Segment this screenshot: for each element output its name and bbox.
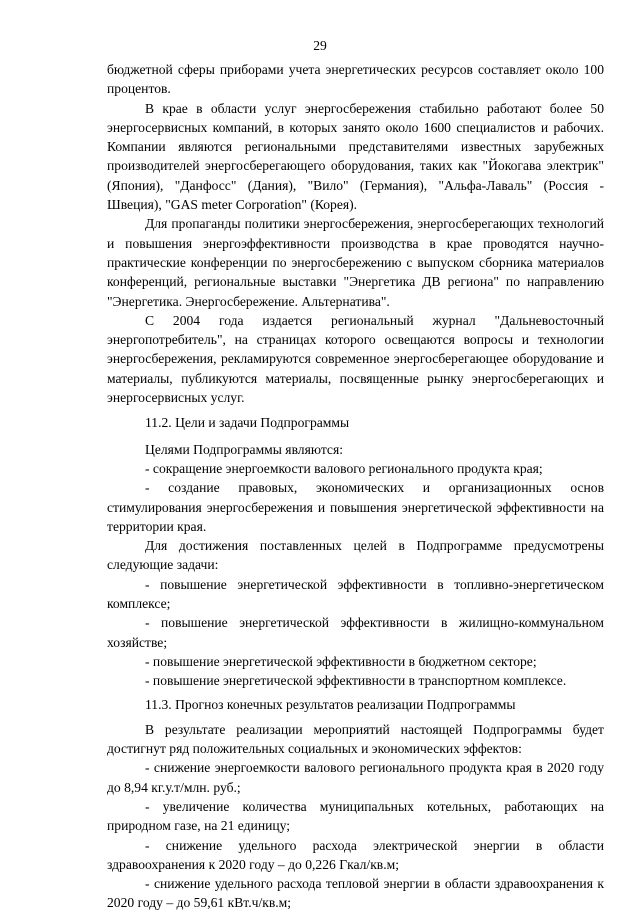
section-heading: 11.2. Цели и задачи Подпрограммы — [145, 415, 350, 431]
effects-intro: В результате реализации мероприятий настоящей Подпрограммы будет достигнут ряд положительных социальных и экономических эффектов: — [107, 721, 604, 757]
paragraph: Для пропаганды политики энергосбережения, энергосберегающих технологий и повышения энергоэффективности производства в крае проводятся научно-практические конференции по энергосбережению с выпуском сборника материалов конференций, региональные выставки "Энергетика ДВ региона" по направлению "Энергетика. Энергосбережение. Альтернатива". — [107, 216, 604, 309]
list-item: - снижение удельного расхода электрической энергии в области здравоохранения к 2020 году – до 0,226 Гкал/кв.м; — [107, 837, 604, 872]
list-item: - повышение энергетической эффективности в транспортном комплексе. — [145, 673, 567, 689]
paragraph: С 2004 года издается региональный журнал "Дальневосточный энергопотребитель", на страницах которого освещаются вопросы и технологии энергосбережения, рекламируются современное энергосберегающее оборудование и материалы, публикуются материалы, посвященные рынку энергосберегающих и энергосервисных услуг. — [107, 312, 604, 406]
list-item: - снижение удельного расхода тепловой энергии в области здравоохранения к 2020 году – до 59,61 кВт.ч/кв.м; — [107, 876, 604, 911]
list-item: - увеличение количества муниципальных котельных, работающих на природном газе, на 21 единицу; — [107, 798, 604, 834]
paragraph: В крае в области услуг энергосбережения стабильно работают более 50 энергосервисных компаний, в которых занято около 1600 специалистов и рабочих. Компании являются региональными представителями известных зарубежных производителей энергосберегающего оборудования, таких как "Йокогава электрик" (Япония), "Данфосс" (Дания), "Вило" (Германия), "Альфа-Лаваль" (Россия - Швеция), "GAS meter Corporation" (Корея). — [107, 100, 604, 213]
page-body — [107, 60, 604, 913]
list-item: - повышение энергетической эффективности в бюджетном секторе; — [145, 653, 537, 669]
list-item: - снижение энергоемкости валового регионального продукта края в 2020 году до 8,94 кг.у.т/млн. руб.; — [107, 760, 604, 795]
list-item: - повышение энергетической эффективности в жилищно-коммунальном хозяйстве; — [107, 615, 604, 650]
tasks-intro: Для достижения поставленных целей в Подпрограмме предусмотрены следующие задачи: — [107, 538, 604, 573]
list-item: - сокращение энергоемкости валового регионального продукта края; — [145, 460, 543, 476]
paragraph: бюджетной сферы приборами учета энергетических ресурсов составляет около 100 процентов. — [107, 62, 604, 97]
goals-intro: Целями Подпрограммы являются: — [145, 441, 343, 457]
list-item: - повышение энергетической эффективности в топливно-энергетическом комплексе; — [107, 576, 604, 612]
section-heading: 11.3. Прогноз конечных результатов реализации Подпрограммы — [145, 696, 516, 712]
page-number: 29 — [313, 38, 327, 53]
list-item: - создание правовых, экономических и организационных основ стимулирования энергосбережения и повышения энергетической эффективности на территории края. — [107, 480, 604, 534]
